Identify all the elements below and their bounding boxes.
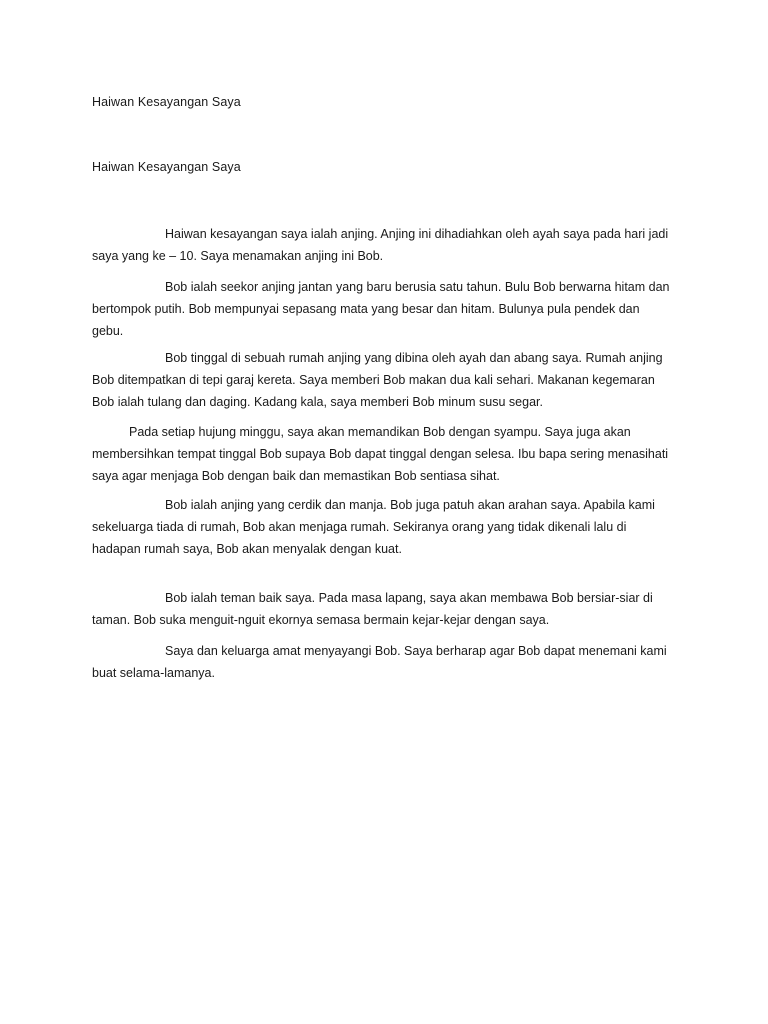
paragraph-5: [92, 494, 672, 560]
paragraph-line: Pada setiap hujung minggu, saya akan memandikan Bob dengan syampu. Saya juga akan: [129, 425, 631, 439]
paragraph-line: bertompok putih. Bob mempunyai sepasang mata yang besar dan hitam. Bulunya pula pendek dan: [92, 302, 640, 316]
paragraph-line: Saya dan keluarga amat menyayangi Bob. Saya berharap agar Bob dapat menemani kami: [165, 644, 667, 658]
paragraph-line: saya yang ke – 10. Saya menamakan anjing ini Bob.: [92, 249, 384, 263]
paragraph-2: [92, 276, 672, 342]
paragraph-line: Bob ialah tulang dan daging. Kadang kala, saya memberi Bob minum susu segar.: [92, 395, 543, 409]
paragraph-3: [92, 347, 672, 413]
paragraph-line: Haiwan kesayangan saya ialah anjing. Anjing ini dihadiahkan oleh ayah saya pada hari jadi: [165, 227, 669, 241]
paragraph-4: [92, 421, 672, 487]
paragraph-line: sekeluarga tiada di rumah, Bob akan menjaga rumah. Sekiranya orang yang tidak dikenali lalu di: [92, 520, 627, 534]
paragraph-line: buat selama-lamanya.: [92, 666, 215, 680]
paragraph-7: [92, 640, 672, 684]
paragraph-line: Bob ditempatkan di tepi garaj kereta. Saya memberi Bob makan dua kali sehari. Makanan kegemaran: [92, 373, 655, 387]
document-title: Haiwan Kesayangan Saya: [92, 95, 241, 109]
essay-title: Haiwan Kesayangan Saya: [92, 160, 241, 174]
paragraph-line: Bob ialah anjing yang cerdik dan manja. Bob juga patuh akan arahan saya. Apabila kami: [165, 498, 655, 512]
paragraph-line: Bob tinggal di sebuah rumah anjing yang dibina oleh ayah dan abang saya. Rumah anjing: [165, 351, 663, 365]
paragraph-line: Bob ialah teman baik saya. Pada masa lapang, saya akan membawa Bob bersiar-siar di: [165, 591, 653, 605]
paragraph-line: hadapan rumah saya, Bob akan menyalak dengan kuat.: [92, 542, 402, 556]
paragraph-1: [92, 223, 672, 267]
paragraph-line: gebu.: [92, 324, 124, 338]
paragraph-line: membersihkan tempat tinggal Bob supaya Bob dapat tinggal dengan selesa. Ibu bapa sering menasihati: [92, 447, 669, 461]
paragraph-line: Bob ialah seekor anjing jantan yang baru berusia satu tahun. Bulu Bob berwarna hitam dan: [165, 280, 670, 294]
paragraph-line: taman. Bob suka menguit-nguit ekornya semasa bermain kejar-kejar dengan saya.: [92, 613, 550, 627]
paragraph-6: [92, 587, 672, 631]
paragraph-line: saya agar menjaga Bob dengan baik dan memastikan Bob sentiasa sihat.: [92, 469, 500, 483]
